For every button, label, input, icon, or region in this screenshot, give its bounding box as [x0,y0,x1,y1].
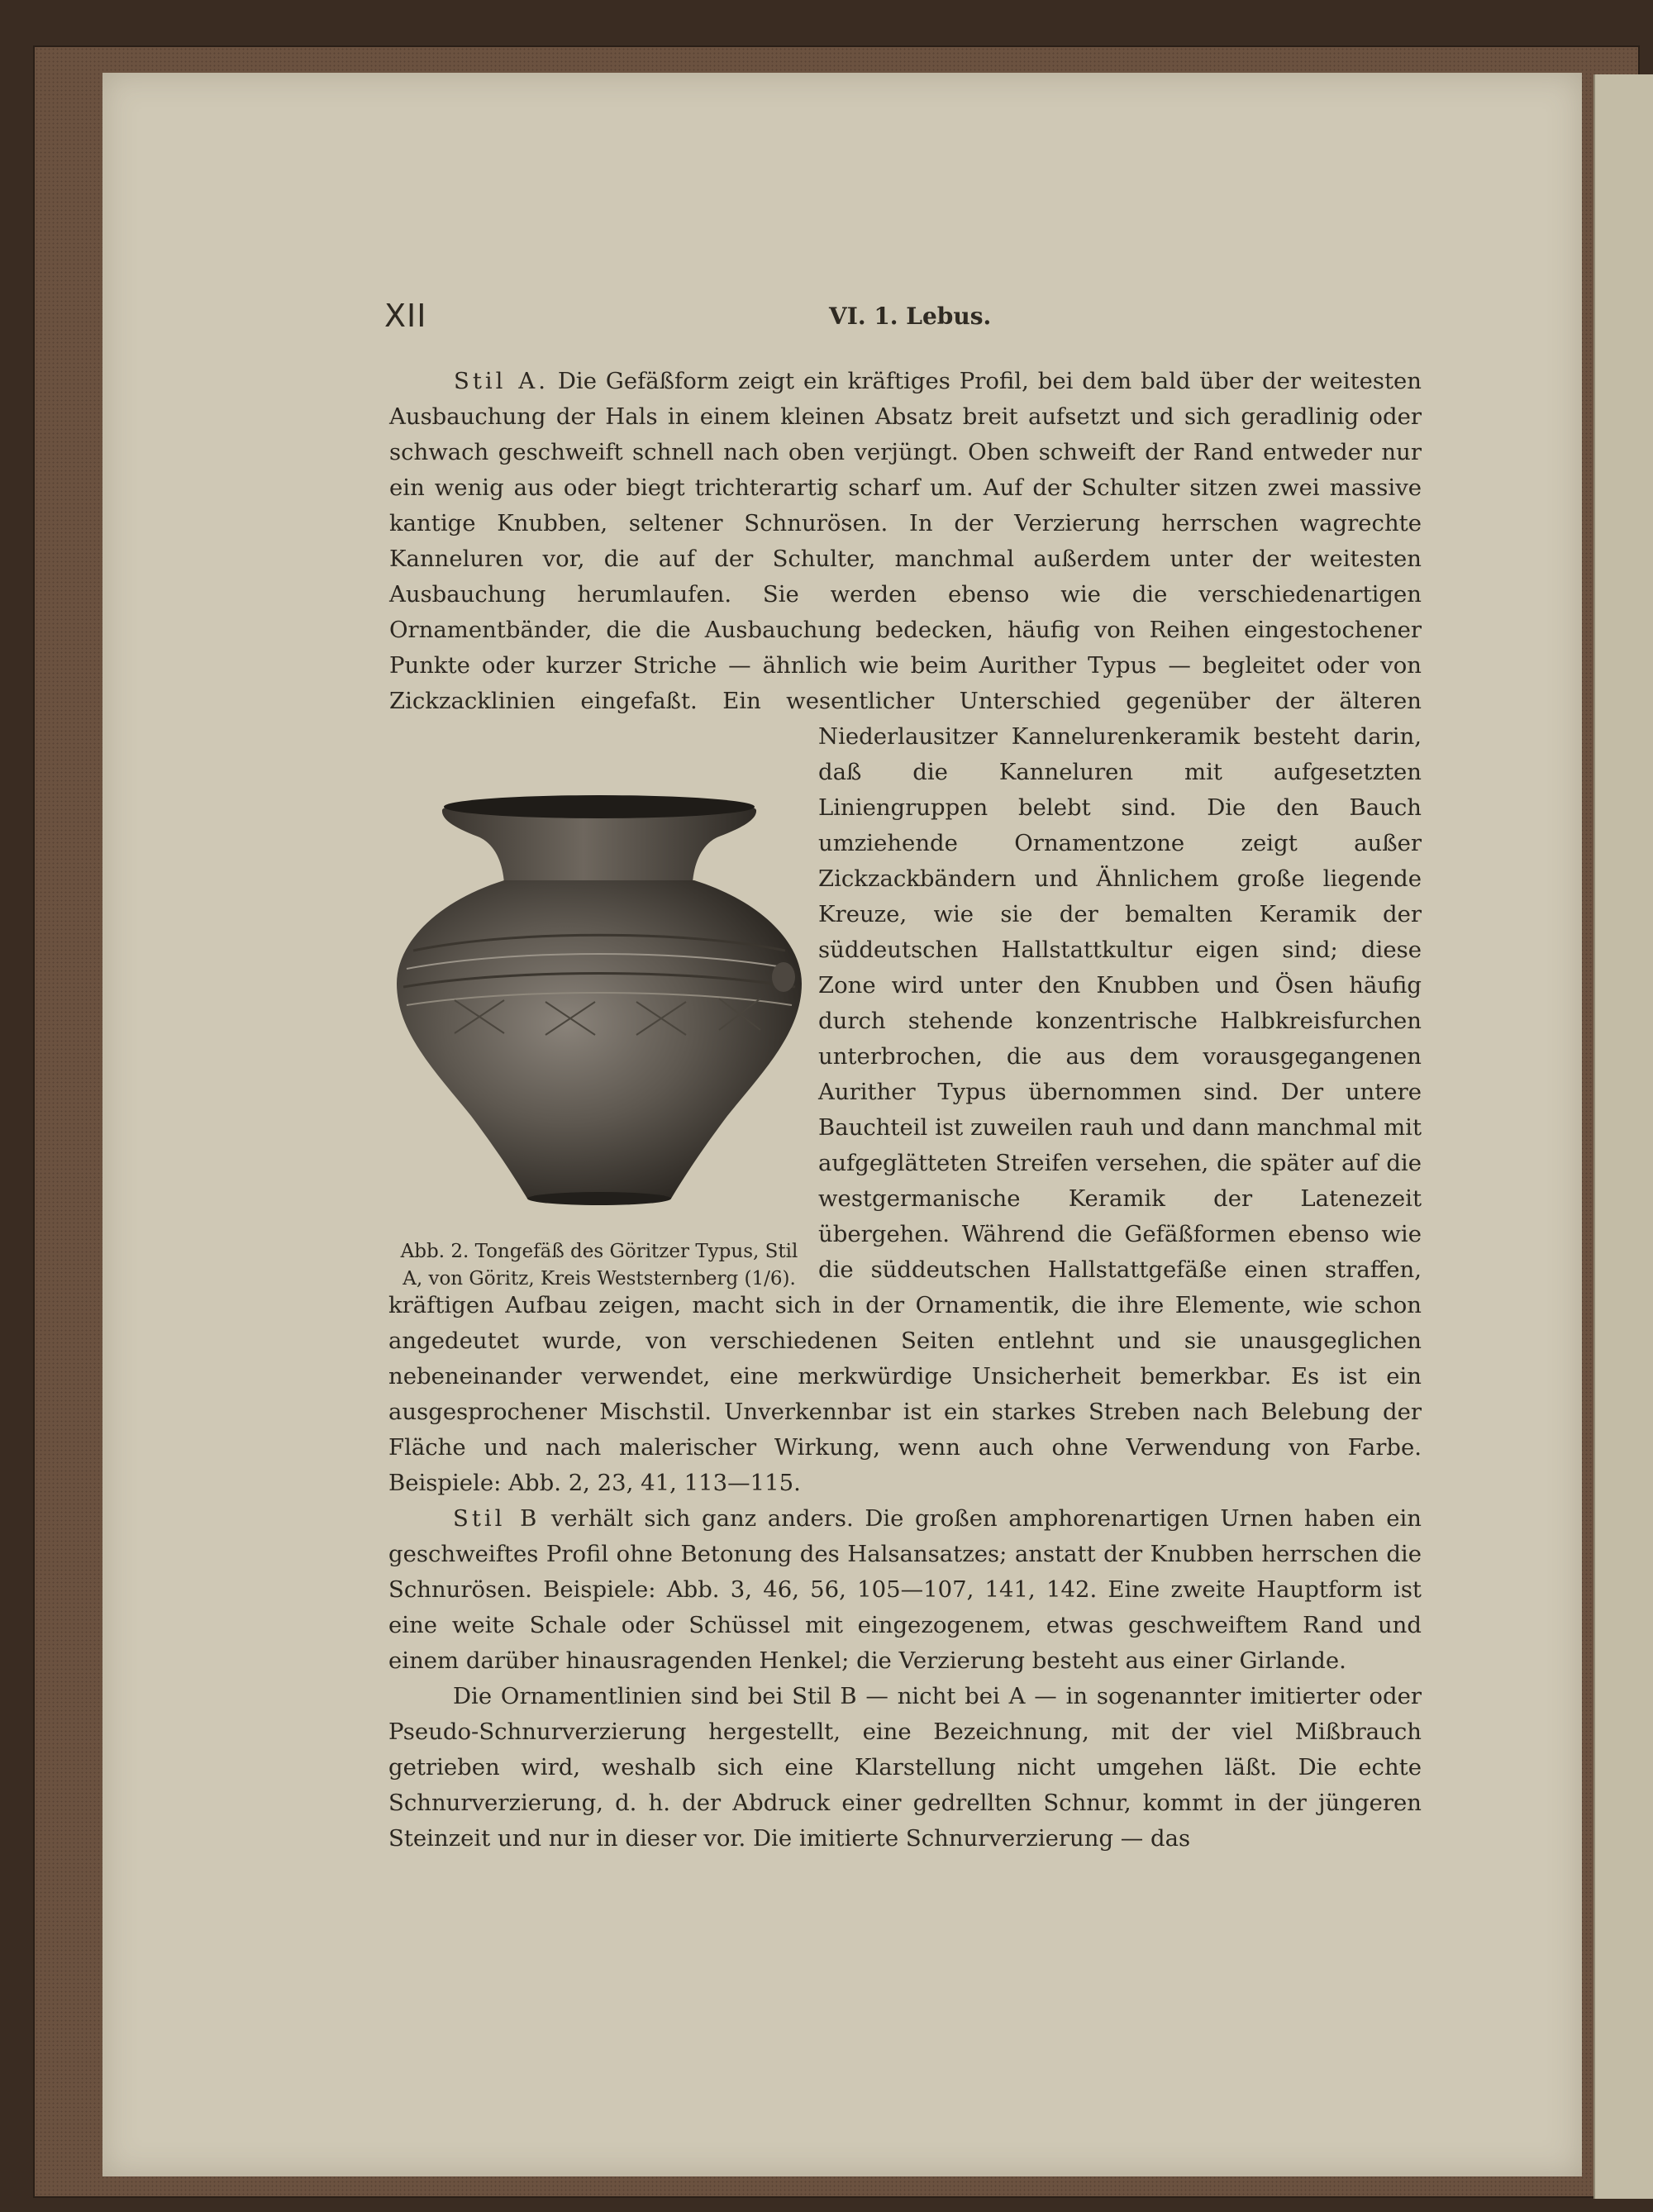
paragraph-text: Die Gefäßform zeigt ein kräftiges Profil, bei dem bald über der weitesten Ausbauchung der Hals in einem kleinen Absatz breit aufsetzt und sich geradlinig oder schwach geschweift schnell nach oben verjüngt. Oben schweift der Rand entweder nur ein wenig aus oder biegt trichterartig scharf um. Auf der Schulter sitzen zwei massive kantige Knubben, seltener Schnurösen. In der Verzierung herrschen wagrechte Kanneluren vor, die auf der Schulter, manchmal außerdem unter der weitesten Ausbauchung herumlaufen. Sie werden ebenso wie die verschiedenartigen Ornamentbänder, die die Ausbauchung bedecken, häufig von Reihen eingestochener Punkte oder kurzer Striche — ähnlich wie beim Aurither Typus — begleitet oder von Zickzacklinien eingefaßt. Ein wesentlicher Unterschied gegenüber der älteren Niederlausitzer Kannelurenkeramik besteht darin, daß die Kanneluren mit aufgesetzten Liniengruppen belebt sind. Die den Bauch umziehende Ornamentzone zeigt außer Zickzackbändern und Ähnlichem große liegende Kreuze, wie sie der bemalten Keramik der süddeutschen Hallstattkultur eigen sind; diese Zone wird unter den Knubben und Ösen häufig durch stehende konzentrische Halbkreisfurchen unterbrochen, die aus dem vorausgegangenen Aurither Typus übernommen sind. Der untere Bauchteil ist zuweilen rauh und dann manchmal mit aufgeglätteten Streifen versehen, die später auf die westgermanische Keramik der Latenezeit übergehen. Während die Gefäßformen ebenso wie die süddeutschen Hallstattgefäße einen straffen, kräftigen Aufbau zeigen, macht sich in der Ornamentik, die ihre Elemente, wie schon angedeutet wurde, von verschiedenen Seiten entlehnt und sie unausgeglichen nebeneinander verwendet, eine merkwürdige Unsicherheit bemerkbar. Es ist ein ausgesprochener Mischstil. Unverkennbar ist ein starkes Streben nach Belebung der Fläche und nach malerischer Wirkung, wenn auch ohne Verwendung von Farbe. Beispiele: Abb. 2, 23, 41, 113—115. [388,368,1422,1496]
paragraph-ornament [388,1679,1422,1857]
next-page-edge [1593,74,1653,2199]
paragraph-text: Die Ornamentlinien sind bei Stil B — nicht bei A — in sogenannter imitierter oder Pseudo-Schnurverzierung hergestellt, eine Bezeichnung, mit der viel Mißbrauch getrieben wird, weshalb sich eine Klarstellung nicht umgehen läßt. Die echte Schnurverzierung, d. h. der Abdruck einer gedrellten Schnur, kommt in der jüngeren Steinzeit und nur in dieser vor. Die imitierte Schnurverzierung — das [388,1683,1422,1852]
paragraph-lead: Stil A. [454,368,549,394]
vessel-photo [388,785,810,1215]
page-number: XII [384,298,427,334]
running-head: VI. 1. Lebus. [829,303,992,330]
figure-caption: Abb. 2. Tongefäß des Göritzer Typus, Stil A, von Göritz, Kreis Weststernberg (1/6). [400,1241,798,1290]
paragraph-stil-b [388,1501,1422,1679]
figure [388,785,810,1293]
paragraph-text: verhält sich ganz anders. Die großen amphorenartigen Urnen haben ein geschweiftes Profil ohne Betonung des Halsansatzes; anstatt der Knubben herrschen die Schnurösen. Beispiele: Abb. 3, 46, 56, 105—107, 141, 142. Eine zweite Hauptform ist eine weite Schale oder Schüssel mit eingezogenem, etwas geschweiftem Rand und einem darüber hinausragenden Henkel; die Verzierung besteht aus einer Girlande. [388,1505,1422,1674]
paragraph-lead: Stil B [453,1505,541,1532]
